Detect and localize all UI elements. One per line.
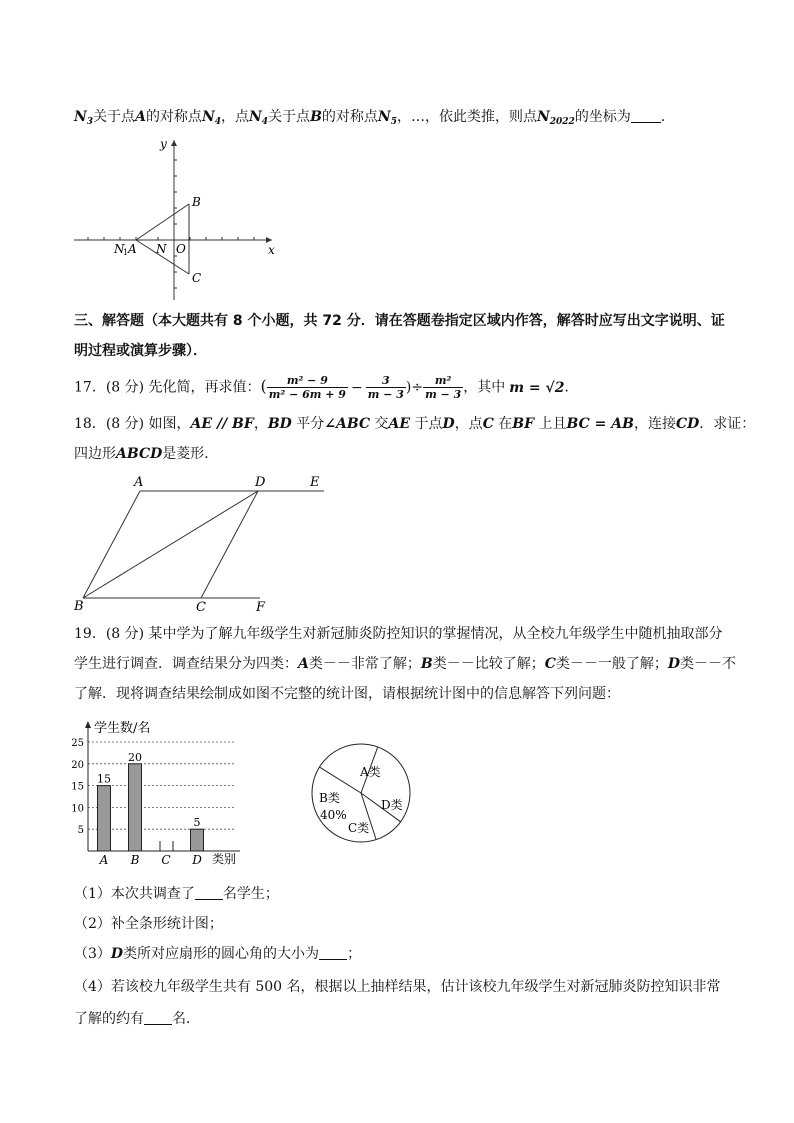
x-tick-C: C [161,853,171,867]
label-c: C [192,271,202,285]
answer-blank-19-4 [144,1010,172,1025]
pie-label-a: A类 [360,765,381,779]
section-3-heading: 三、解答题（本大题共有 8 个小题，共 72 分．请在答题卷指定区域内作答，解答时应写出文字说明、证 [74,313,725,329]
label-d: D [255,475,266,490]
pie-divider-3 [319,767,361,793]
y-tick-25: 25 [71,738,84,749]
fraction-3: $\frac{\text{m²}}{m - 3}$ [425,374,462,401]
q19-sub3: （3）D类所对应扇形的圆心角的大小为 ； [74,946,362,962]
section-3-heading-cont: 明过程或演算步骤）． [74,343,207,359]
fraction-1: $\frac{\text{m² − 9}}{\text{m² − 6m + 9}}$ [268,374,346,401]
y-tick-10: 10 [71,803,84,815]
q19-sub1: （1）本次共调查了 名学生； [74,886,279,902]
label-a: A [128,242,137,256]
segment-ab [136,204,189,240]
x-tick-D: D [192,853,202,867]
label-n1: N [114,242,125,256]
figure-16-coordinate-diagram [70,136,290,306]
label-n1-sub: 1 [123,248,129,257]
label-b: B [74,599,84,614]
pie-label-b: B类 [319,791,340,805]
y-tick-20: 20 [71,759,84,771]
figure-18-rhombus-diagram [70,472,340,622]
y-axis-arrow [85,721,91,728]
answer-blank-19-3 [319,945,347,960]
bar-A [98,786,111,851]
q16-text: $N_3$关于点A的对称点$N_4$，点$N_4$关于点B的对称点$N_5$，…，依此类推，则点$N_{2022}$的坐标为 ． [74,109,675,127]
q18-text: 18．(8 分) 如图，AE // BF，BD 平分∠ABC 交AE 于点D，点C 在BF 上且BC = AB，连接CD．求证： [74,416,756,432]
answer-blank-16 [631,108,661,123]
label-o: O [176,242,186,256]
q19-text-2: 学生进行调查．调查结果分为四类：A类－－非常了解；B类－－比较了解；C类－－一般了解；D类－－不 [74,656,737,672]
pie-label-d: D类 [381,798,403,812]
x-axis-title: 类别 [212,852,237,866]
bar-chart [66,716,256,868]
label-f: F [256,600,266,615]
y-tick-5: 5 [77,825,84,837]
q19-text: 19．(8 分) 某中学为了解九年级学生对新冠肺炎防控知识的掌握情况，从全校九年级学生中随机抽取部分 [74,626,723,642]
label-c: C [196,600,206,615]
label-a: A [134,475,144,490]
label-e: E [310,475,320,490]
x-tick-A: A [99,853,109,867]
q18-text-cont: 四边形ABCD是菱形． [74,446,219,462]
pie-label-c: C类 [348,821,370,835]
bar-B [129,764,142,851]
label-b: B [192,195,201,209]
segment-dc [201,491,258,598]
fraction-2: $\frac{3}{m - 3}$ [367,374,404,401]
segment-ab [83,491,140,598]
y-tick-15: 15 [71,781,84,793]
pie-chart [308,734,414,852]
x-tick-B: B [130,853,140,867]
y-axis-label: y [160,137,167,151]
q19-sub4-cont: 了解的约有 名． [74,1011,200,1027]
q19-text-3: 了解．现将调查结果绘制成如图不完整的统计图，请根据统计图中的信息解答下列问题： [74,686,620,702]
answer-blank-19-1 [195,885,223,900]
pie-label-b-percent: 40% [320,808,347,822]
bar-D [191,829,204,851]
q19-sub2: （2）补全条形统计图； [74,916,223,932]
q19-sub4: （4）若该校九年级学生共有 500 名，根据以上抽样结果，估计该校九年级学生对新冠肺炎防控知识非常 [74,979,721,995]
data-label-A: 15 [97,772,111,786]
x-axis-label: x [268,243,275,257]
data-label-D: 5 [193,816,201,830]
y-axis-title: 学生数/名 [94,721,151,736]
segment-bd [83,491,258,598]
q17-text: 17．(8 分) 先化简，再求值：( $\frac{\text{m² − 9}}{\text{m² − 6m + 9}}$ − $\frac{3}{m - 3}$ )÷ $\frac{\text{m²}}{m - 3}$ ，其中 m = √2． [74,374,579,401]
data-label-B: 20 [128,750,142,764]
y-axis-arrow [171,140,177,146]
label-n: N [156,242,167,256]
